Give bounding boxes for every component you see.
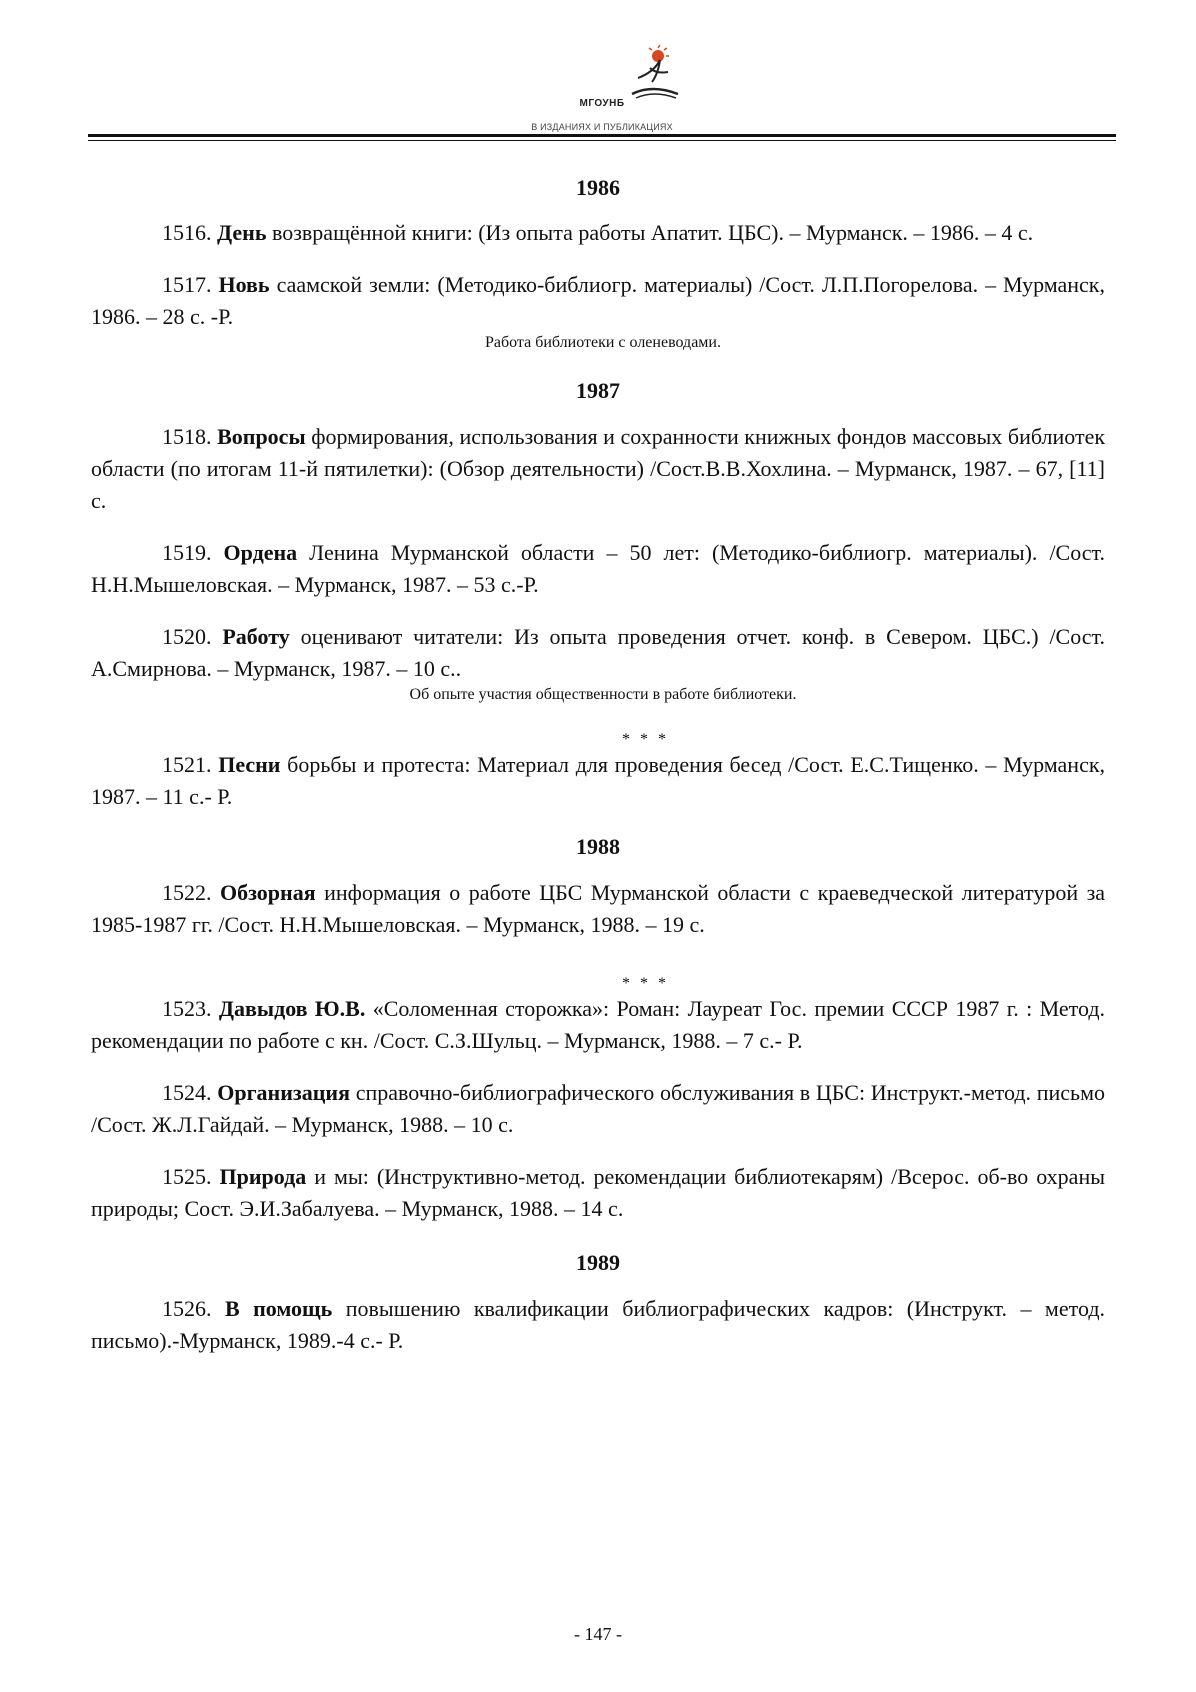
entry-annotation: Работа библиотеки с оленеводами. (485, 334, 721, 351)
page-number: - 147 - (574, 1624, 622, 1644)
page-header (88, 40, 1116, 140)
bibliography-content (91, 174, 1105, 1357)
bibliography-entry: 1523. Давыдов Ю.В. «Соломенная сторожка»: Роман: Лауреат Гос. премии СССР 1987 г. : Метод. рекомендации по работе с кн. /Сост. С.З.Шульц. – Мурманск, 1988. – 7 с.- Р. (91, 996, 1106, 1053)
header-subtitle: В ИЗДАНИЯХ И ПУБЛИКАЦИЯХ (531, 122, 673, 132)
bibliography-entry: 1524. Организация справочно-библиографического обслуживания в ЦБС: Инструкт.-метод. письмо /Сост. Ж.Л.Гайдай. – Мурманск, 1988. – 10 с. (91, 1080, 1106, 1137)
entry-annotation: Об опыте участия общественности в работе библиотеки. (409, 686, 797, 703)
header-rule-thin (88, 140, 1116, 141)
year-heading: 1988 (576, 834, 620, 859)
bibliography-entry: 1525. Природа и мы: (Инструктивно-метод. рекомендации библиотекарям) /Всерос. об-во охраны природы; Сост. Э.И.Забалуева. – Мурманск, 1988. – 14 с. (91, 1164, 1106, 1221)
library-logo-icon (628, 44, 680, 104)
bibliography-entry: 1520. Работу оценивают читатели: Из опыта проведения отчет. конф. в Севером. ЦБС.) /Сост. А.Смирнова. – Мурманск, 1987. – 10 с.. (91, 624, 1106, 681)
year-heading: 1987 (576, 378, 620, 403)
section-separator: * * * (622, 731, 669, 748)
bibliography-entry: 1516. День возвращённой книги: (Из опыта работы Апатит. ЦБС). – Мурманск. – 1986. – 4 с. (162, 220, 1034, 245)
bibliography-entry: 1519. Ордена Ленина Мурманской области – 50 лет: (Методико-библиогр. материалы). /Сост. Н.Н.Мышеловская. – Мурманск, 1987. – 53 с.-Р. (91, 540, 1106, 597)
year-heading: 1986 (576, 175, 620, 200)
year-heading: 1989 (576, 1250, 620, 1275)
header-rule-thick (88, 134, 1116, 137)
logo-caption: МГОУНБ (579, 98, 625, 109)
section-separator: * * * (622, 975, 669, 992)
bibliography-entry: 1517. Новь саамской земли: (Методико-библиогр. материалы) /Сост. Л.П.Погорелова. – Мурманск, 1986. – 28 с. -Р. (91, 272, 1105, 329)
bibliography-entry: 1518. Вопросы формирования, использования и сохранности книжных фондов массовых библиотек области (по итогам 11-й пятилетки): (Обзор деятельности) /Сост.В.В.Хохлина. – Мурманск, 1987. – 67, [11] с. (91, 424, 1106, 513)
bibliography-entry: 1526. В помощь повышению квалификации библиографических кадров: (Инструкт. – метод. письмо).-Мурманск, 1989.-4 с.- Р. (91, 1296, 1106, 1353)
bibliography-entry: 1522. Обзорная информация о работе ЦБС Мурманской области с краеведческой литературой за 1985-1987 гг. /Сост. Н.Н.Мышеловская. – Мурманск, 1988. – 19 с. (91, 880, 1106, 937)
bibliography-entry: 1521. Песни борьбы и протеста: Материал для проведения бесед /Сост. Е.С.Тищенко. – Мурманск, 1987. – 11 с.- Р. (91, 752, 1106, 809)
